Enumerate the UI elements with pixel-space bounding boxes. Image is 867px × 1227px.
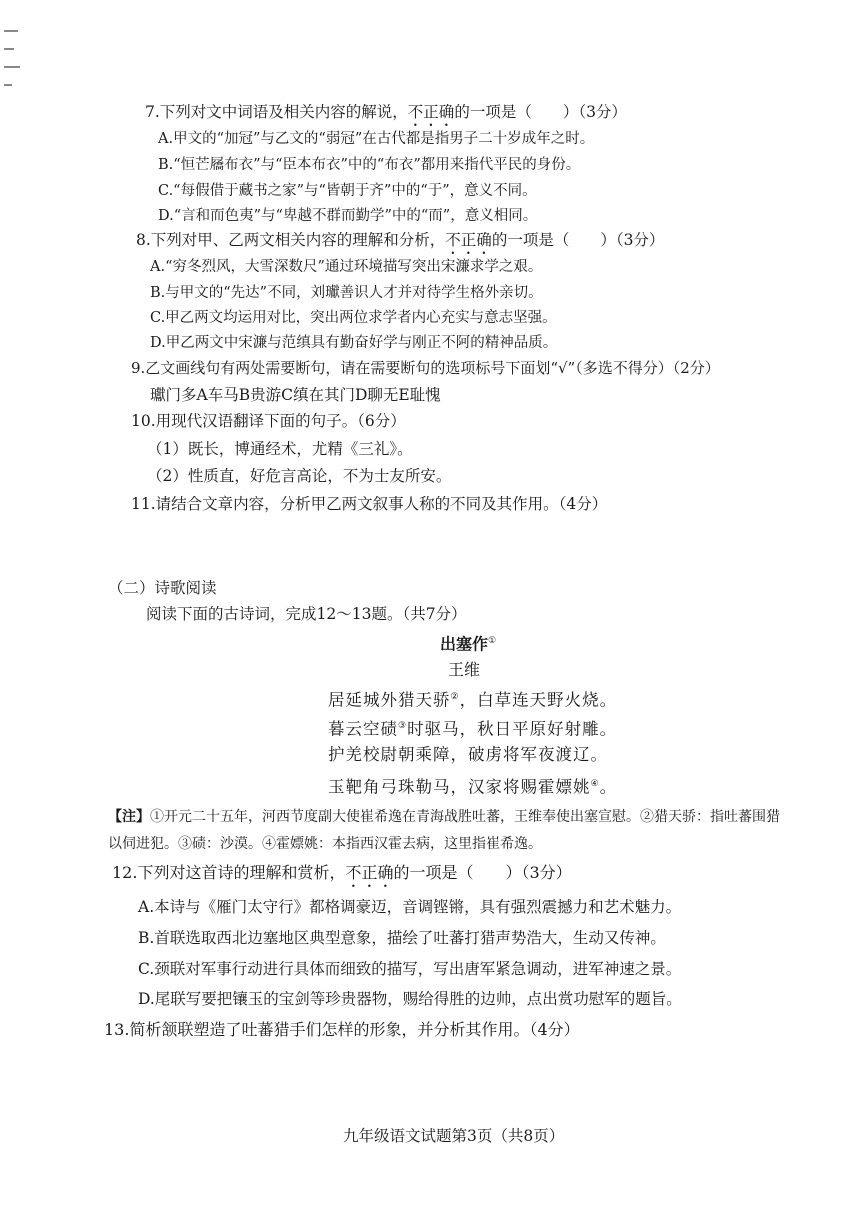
- poem-note-line-2: 以伺进犯。③碛：沙漠。④霍嫖姚：本指西汉霍去病，这里指崔希逸。: [108, 836, 542, 852]
- poem-author: 王维: [448, 660, 481, 679]
- q8-option-b: B.与甲文的“先达”不同，刘瓛善识人才并对待学生格外亲切。: [150, 285, 543, 301]
- q9-stem: 9.乙文画线句有两处需要断句，请在需要断句的选项标号下面划“√”（多选不得分）（2分）: [131, 359, 720, 377]
- poem-line-3: 护羌校尉朝乘障，破虏将军夜渡辽。: [328, 745, 608, 764]
- poem-title: 出塞作①: [440, 634, 497, 654]
- q8-option-c: C.甲乙两文均运用对比，突出两位求学者内心充实与意志坚强。: [150, 310, 557, 326]
- q12-option-d: D.尾联写要把镶玉的宝剑等珍贵器物，赐给得胜的边帅，点出赏功慰军的题旨。: [138, 990, 682, 1008]
- q7-option-d: D.“言和而色夷”与“卑越不群而勤学”中的“而”，意义相同。: [158, 208, 538, 224]
- q8-stem: 8.下列对甲、乙两文相关内容的理解和分析，不正确的一项是（ ）（3分）: [136, 231, 665, 249]
- q10-item-2: （2）性质直，好危言高论，不为士友所安。: [147, 467, 452, 485]
- q7-stem: 7.下列对文中词语及相关内容的解说，不正确的一项是（ ）（3分）: [145, 103, 627, 121]
- q12-emphasis: 不正确: [345, 863, 394, 882]
- section2-instruction: 阅读下面的古诗词，完成12～13题。（共7分）: [146, 605, 467, 623]
- q12-option-c: C.颈联对军事行动进行具体而细致的描写，写出唐军紧急调动，进军神速之景。: [138, 960, 682, 978]
- q7-option-b: B.“恒芒屩布衣”与“臣本布衣”中的“布衣”都用来指代平民的身份。: [158, 157, 581, 173]
- q7-option-c: C.“每假借于藏书之家”与“皆朝于齐”中的“于”，意义不同。: [158, 183, 537, 199]
- q10-item-1: （1）既长，博通经术，尤精《三礼》。: [147, 440, 413, 458]
- q9-sentence: 瓛门多A车马B贵游C缜在其门D聊无E耻愧: [150, 386, 441, 404]
- poem-line-1: 居延城外猎天骄②，白草连天野火烧。: [328, 690, 618, 710]
- poem-line-2: 暮云空碛③时驱马，秋日平原好射雕。: [328, 719, 618, 739]
- q13-stem: 13.简析颔联塑造了吐蕃猎手们怎样的形象，并分析其作用。（4分）: [104, 1020, 580, 1039]
- q11-stem: 11.请结合文章内容，分析甲乙两文叙事人称的不同及其作用。（4分）: [131, 495, 608, 513]
- q7-emphasis: 不正确: [407, 103, 455, 121]
- q8-emphasis: 不正确: [445, 231, 492, 249]
- q12-stem: 12.下列对这首诗的理解和赏析，不正确的一项是（ ）（3分）: [112, 863, 572, 882]
- page-footer: 九年级语文试题第3页（共8页）: [343, 1127, 565, 1145]
- q12-option-b: B.首联选取西北边塞地区典型意象，描绘了吐蕃打猎声势浩大，生动又传神。: [138, 929, 666, 947]
- q10-stem: 10.用现代汉语翻译下面的句子。（6分）: [131, 412, 406, 430]
- q12-option-a: A.本诗与《雁门太守行》都格调豪迈，音调铿锵，具有强烈震撼力和艺术魅力。: [138, 898, 682, 916]
- q8-option-a: A.“穷冬烈风，大雪深数尺”通过环境描写突出宋濂求学之艰。: [150, 259, 543, 275]
- q8-option-d: D.甲乙两文中宋濂与范缜具有勤奋好学与刚正不阿的精神品质。: [150, 335, 558, 351]
- section2-heading: （二）诗歌阅读: [108, 579, 217, 597]
- poem-line-4: 玉靶角弓珠勒马，汉家将赐霍嫖姚④。: [328, 777, 618, 797]
- poem-note-line-1: 【注】①开元二十五年，河西节度副大使崔希逸在青海战胜吐蕃，王维奉使出塞宣慰。②猎天骄：指吐蕃围猎: [108, 809, 780, 825]
- q7-option-a: A.甲文的“加冠”与乙文的“弱冠”在古代都是指男子二十岁成年之时。: [158, 131, 595, 147]
- margin-scan-marks: [0, 20, 30, 100]
